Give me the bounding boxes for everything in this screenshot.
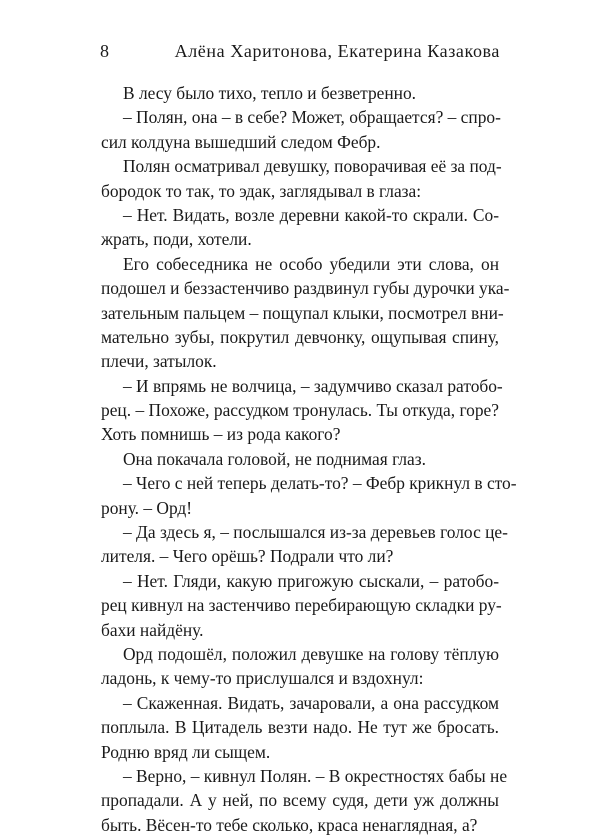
- page-header: [100, 41, 500, 65]
- text-line: рец. – Похоже, рассудком тронулась. Ты откуда, горе?: [101, 400, 499, 421]
- text-line: подошел и беззастенчиво раздвинул губы дурочки ука-: [101, 278, 510, 299]
- text-line: пропадали. А у ней, по всему судя, дети уж должны: [101, 790, 499, 811]
- text-line: – Чего с ней теперь делать-то? – Фебр крикнул в сто-: [123, 473, 517, 494]
- text-line: бахи найдёну.: [101, 619, 204, 640]
- paragraph: [101, 154, 502, 203]
- paragraph: [101, 520, 508, 569]
- paragraph: [101, 447, 499, 471]
- text-line: Она покачала головой, не поднимая глаз.: [123, 448, 426, 469]
- paragraph: [101, 81, 499, 105]
- text-line: быть. Вёсен-то тебе сколько, краса ненаглядная, а?: [101, 814, 478, 835]
- running-title: Алёна Харитонова, Екатерина Казакова: [174, 41, 500, 61]
- text-line: – Да здесь я, – послышался из-за деревьев голос це-: [123, 522, 508, 543]
- text-line: В лесу было тихо, тепло и безветренно.: [123, 83, 417, 103]
- text-line: – И впрямь не волчица, – задумчиво сказал ратобо-: [123, 375, 503, 396]
- text-line: Орд подошёл, положил девушке на голову тёплую: [123, 643, 499, 664]
- paragraph: [101, 471, 517, 520]
- text-line: – Полян, она – в себе? Может, обращается? – спро-: [123, 107, 501, 128]
- text-line: Его собеседника не особо убедили эти слова, он: [123, 253, 499, 274]
- paragraph: [101, 764, 508, 837]
- text-line: лителя. – Чего орёшь? Подрали что ли?: [101, 546, 394, 567]
- body-text: [101, 81, 517, 837]
- text-line: – Нет. Гляди, какую пригожую сыскали, – ратобо-: [123, 570, 499, 591]
- text-line: Хоть помнишь – из рода какого?: [101, 424, 341, 445]
- text-line: зательным пальцем – пощупал клыки, посмотрел вни-: [101, 302, 504, 323]
- paragraph: [101, 252, 510, 374]
- text-line: рец кивнул на застенчиво перебирающую складки ру-: [101, 595, 502, 616]
- paragraph: [101, 203, 499, 252]
- paragraph: [101, 642, 499, 691]
- paragraph: [101, 569, 502, 642]
- paragraph: [101, 105, 499, 154]
- text-line: Полян осматривал девушку, поворачивая её за под-: [123, 156, 502, 177]
- text-line: Родню вряд ли сыщем.: [101, 741, 271, 762]
- text-line: сил колдуна вышедший следом Фебр.: [101, 131, 381, 152]
- paragraph: [101, 374, 503, 447]
- text-line: плечи, затылок.: [101, 351, 217, 372]
- text-line: – Скаженная. Видать, зачаровали, а она рассудком: [123, 692, 499, 713]
- text-line: рону. – Орд!: [101, 497, 193, 518]
- text-line: – Нет. Видать, возле деревни какой-то скрали. Со-: [123, 204, 499, 225]
- text-line: жрать, поди, хотели.: [101, 229, 252, 250]
- page-number: 8: [100, 41, 110, 61]
- text-line: ладонь, к чему-то прислушался и вздохнул:: [101, 668, 424, 689]
- text-line: – Верно, – кивнул Полян. – В окрестностях бабы не: [123, 765, 508, 786]
- text-line: мательно зубы, покрутил девчонку, ощупывая спину,: [101, 326, 499, 347]
- text-line: поплыла. В Цитадель везти надо. Не тут же бросать.: [101, 717, 499, 738]
- paragraph: [101, 691, 499, 764]
- text-line: бородок то так, то эдак, заглядывал в глаза:: [101, 180, 422, 201]
